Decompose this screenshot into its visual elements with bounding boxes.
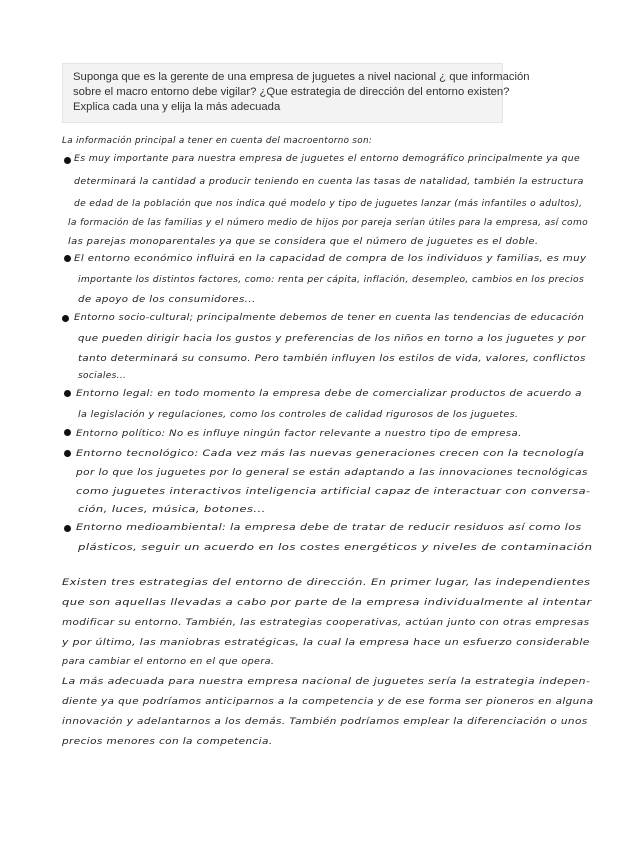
bullet-4-line: Entorno legal: en todo momento la empresa debe de comercializar productos de acuerdo a (76, 388, 582, 399)
bullet-1-line: la formación de las familias y el número medio de hijos por pareja serían útiles para la empresa, así como (68, 217, 589, 228)
bullet-2-line: El entorno económico influirá en la capacidad de compra de los individuos y familias, es muy (74, 253, 587, 264)
question-line: Explica cada una y elija la más adecuada (73, 101, 281, 113)
bullet-dot (64, 525, 71, 532)
bullet-3-line: que pueden dirigir hacia los gustos y preferencias de los niños en torno a los juguetes y por (78, 333, 586, 344)
bullet-1-line: de edad de la población que nos indica qué modelo y tipo de juguetes lanzar (más infantiles o adultos), (74, 198, 583, 209)
bullet-3-line: tanto determinará su consumo. Pero también influyen los estilos de vida, valores, conflictos (78, 353, 586, 364)
closing-line: modificar su entorno. También, las estrategias cooperativas, actúan junto con otras empresas (62, 617, 590, 628)
bullet-7-line: plásticos, seguir un acuerdo en los costes energéticos y niveles de contaminación (78, 542, 593, 553)
closing-line: diente ya que podríamos anticiparnos a la competencia y de ese forma ser pioneros en alguna (62, 696, 594, 707)
bullet-dot (64, 450, 71, 457)
bullet-dot (64, 157, 71, 164)
question-line: Suponga que es la gerente de una empresa de juguetes a nivel nacional ¿ que información (73, 71, 530, 83)
bullet-dot (64, 390, 71, 397)
bullet-3-line: sociales... (78, 370, 127, 381)
bullet-6-line: ción, luces, música, botones... (78, 504, 266, 515)
closing-line: Existen tres estrategias del entorno de dirección. En primer lugar, las independientes (62, 577, 591, 588)
bullet-1-line: determinará la cantidad a producir teniendo en cuenta las tasas de natalidad, también la estructura (74, 176, 584, 187)
bullet-1-line: las parejas monoparentales ya que se considera que el número de juguetes es el doble. (68, 236, 539, 247)
bullet-6-line: como juguetes interactivos inteligencia artificial capaz de interactuar con conversa- (76, 486, 591, 497)
bullet-dot (64, 429, 71, 436)
bullet-7-line: Entorno medioambiental: la empresa debe de tratar de reducir residuos así como los (76, 522, 582, 533)
closing-line: precios menores con la competencia. (62, 736, 273, 747)
bullet-4-line: la legislación y regulaciones, como los controles de calidad rigurosos de los juguetes. (78, 409, 519, 420)
bullet-dot (62, 315, 69, 322)
bullet-2-line: importante los distintos factores, como: renta per cápita, inflación, desempleo, cambios en los precios (78, 274, 585, 285)
closing-line: innovación y adelantarnos a los demás. También podríamos emplear la diferenciación o unos (62, 716, 588, 727)
closing-line: para cambiar el entorno en el que opera. (62, 656, 275, 667)
bullet-1-line: Es muy importante para nuestra empresa de juguetes el entorno demográfico principalmente ya que (74, 153, 581, 164)
bullet-dot (64, 255, 71, 262)
bullet-6-line: Entorno tecnológico: Cada vez más las nuevas generaciones crecen con la tecnología (76, 448, 585, 459)
question-line: sobre el macro entorno debe vigilar? ¿Que estrategia de dirección del entorno existen? (73, 86, 510, 98)
answer-intro: La información principal a tener en cuenta del macroentorno son: (62, 135, 373, 146)
closing-line: que son aquellas llevadas a cabo por parte de la empresa individualmente al intentar (62, 597, 592, 608)
bullet-6-line: por lo que los juguetes por lo general se están adaptando a las innovaciones tecnológicas (76, 467, 588, 478)
bullet-3-line: Entorno socio-cultural; principalmente debemos de tener en cuenta las tendencias de educación (74, 312, 585, 323)
bullet-2-line: de apoyo de los consumidores... (78, 294, 256, 305)
bullet-5-line: Entorno político: No es influye ningún factor relevante a nuestro tipo de empresa. (76, 428, 522, 439)
closing-line: y por último, las maniobras estratégicas, la cual la empresa hace un esfuerzo considerable (62, 637, 590, 648)
closing-line: La más adecuada para nuestra empresa nacional de juguetes sería la estrategia indepen- (62, 676, 591, 687)
